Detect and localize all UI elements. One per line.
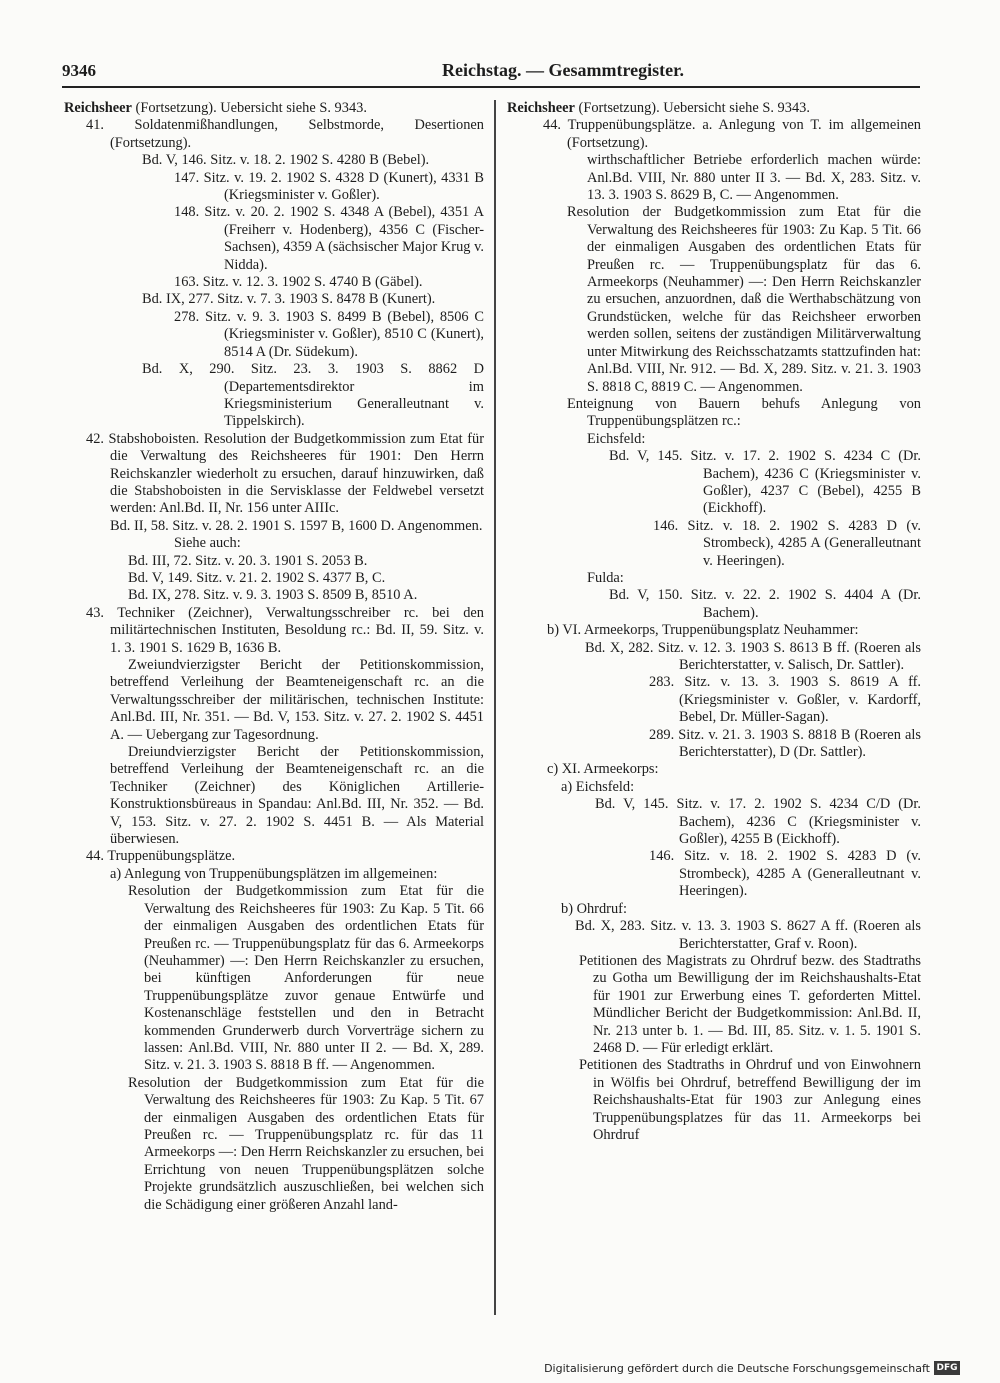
entry-42: 42. Stabshoboisten. Resolution der Budgetkommission zum Etat für die Verwaltung des Reichsheeres für 1901: Den Herrn Reichskanzler wiederholt zu ersuchen, darauf hinzuwirken, daß die Stabshoboisten in die Servisklasse der Feldwebel versetzt werden: Anl.Bd. II, Nr. 156 unter AIIIc. (86, 430, 484, 517)
citation: 146. Sitz. v. 18. 2. 1902 S. 4283 D (v. Strombeck), 4285 A (Generalleutnant v. Heeringen). (649, 848, 921, 900)
petition: Petitionen des Magistrats zu Ohrdruf bezw. des Stadtraths zu Gotha um Bewilligung der im Reichshaushalts-Etat für 1901 zur Erwerbung eines T. geforderten Mittel. Mündlicher Bericht der Budgetkommission: Anl.Bd. II, Nr. 213 unter b. 1. — Bd. III, 85. Sitz. v. 1. 5. 1901 S. 2468 D. — Für erledigt erklärt. (579, 952, 921, 1056)
citation: Bd. IX, 278. Sitz. v. 9. 3. 1903 S. 8509 B, 8510 A. (128, 587, 418, 604)
citation: Bd. V, 145. Sitz. v. 17. 2. 1902 S. 4234 C (Dr. Bachem), 4236 C (Kriegsminister v. Goßler), 4237 C (Bebel), 4255 B (Eickhoff). (609, 448, 921, 517)
petition-report: Zweiundvierzigster Bericht der Petitionskommission, betreffend Verleihung der Beamteneigenschaft rc. an die Verwaltungsschreiber der militärischen, technischen Institute: Anl.Bd. III, Nr. 351. — Bd. V, 153. Sitz. v. 27. 2. 1902 S. 4451 A. — Uebergang zur Tagesordnung. (110, 657, 484, 743)
citation: Bd. V, 150. Sitz. v. 22. 2. 1902 S. 4404 A (Dr. Bachem). (609, 587, 921, 621)
citation: Bd. X, 282. Sitz. v. 12. 3. 1903 S. 8613 B ff. (Roeren als Berichterstatter, v. Salisch, Dr. Sattler). (585, 639, 921, 673)
citation: 148. Sitz. v. 20. 2. 1902 S. 4348 A (Bebel), 4351 A (Freiherr v. Hodenberg), 4356 C (Fischer-Sachsen), 4359 A (sächsischer Major Krug v. Nidda). (174, 204, 484, 273)
left-column (64, 100, 484, 1214)
entry-43: 43. Techniker (Zeichner), Verwaltungsschreiber rc. bei den militärtechnischen Instituten, Besoldung rc.: Bd. II, 59. Sitz. v. 1. 3. 1901 S. 1629 B, 1636 B. (86, 604, 484, 656)
credit-text: Digitalisierung gefördert durch die Deutsche Forschungsgemeinschaft (544, 1361, 930, 1375)
page-header (62, 58, 920, 88)
right-column (507, 100, 921, 1144)
see-also-label: Siehe auch: (174, 535, 241, 552)
place-fulda: Fulda: (587, 569, 624, 586)
citation: Bd. X, 290. Sitz. 23. 3. 1903 S. 8862 D (Departementsdirektor im Kriegsministerium Generalleutnant v. Tippelskirch). (142, 361, 484, 430)
petition-report: Dreiundvierzigster Bericht der Petitionskommission, betreffend Verleihung der Beamteneigenschaft rc. an die Techniker (Zeichner) des Königlichen Artillerie-Konstruktionsbüreaus in Spandau: Anl.Bd. III, Nr. 352. — Bd. V, 153. Sitz. v. 27. 2. 1902 S. 4451 B. — Als Material überwiesen. (110, 744, 484, 848)
citation: 283. Sitz. v. 13. 3. 1903 S. 8619 A ff. (Kriegsminister v. Goßler, v. Kardorff, Bebel, Dr. Müller-Sagan). (649, 674, 921, 726)
subsection-a: a) Anlegung von Truppenübungsplätzen im allgemeinen: (110, 865, 438, 882)
citation: 289. Sitz. v. 21. 3. 1903 S. 8818 B (Roeren als Berichterstatter), D (Dr. Sattler). (649, 726, 921, 761)
citation: 146. Sitz. v. 18. 2. 1902 S. 4283 D (v. Strombeck), 4285 A (Generalleutnant v. Heeringen). (653, 517, 921, 569)
continuation-heading: Reichsheer (Fortsetzung). Uebersicht siehe S. 9343. (507, 100, 810, 116)
citation: 278. Sitz. v. 9. 3. 1903 S. 8499 B (Bebel), 8506 C (Kriegsminister v. Goßler), 8510 C (Kunert), 8514 A (Dr. Südekum). (174, 308, 484, 360)
dfg-logo: DFG (934, 1361, 960, 1375)
expropriation: Enteignung von Bauern behufs Anlegung von Truppenübungsplätzen rc.: (567, 395, 921, 430)
entry-44-title: 44. Truppenübungsplätze. (86, 848, 236, 865)
citation: Bd. V, 145. Sitz. v. 17. 2. 1902 S. 4234 C/D (Dr. Bachem), 4236 C (Kriegsminister v. Goßler), 4255 B (Eickhoff). (595, 796, 921, 848)
head-word: Reichsheer (507, 100, 575, 116)
subsection-c-a: a) Eichsfeld: (561, 778, 635, 795)
citation: Bd. V, 146. Sitz. v. 18. 2. 1902 S. 4280 B (Bebel). (142, 152, 430, 169)
citation: Bd. II, 58. Sitz. v. 28. 2. 1901 S. 1597 B, 1600 D. Angenommen. (110, 517, 483, 534)
head-word: Reichsheer (64, 100, 132, 116)
entry-44-continued: 44. Truppenübungsplätze. a. Anlegung von T. im allgemeinen (Fortsetzung). (543, 117, 921, 151)
resolution: Resolution der Budgetkommission zum Etat für die Verwaltung des Reichsheeres für 1903: Zu Kap. 5 Tit. 66 der einmaligen Ausgaben des ordentlichen Etats für Preußen rc. — Truppenübungsplatz für das 6. Armeekorps (Neuhammer) —: Den Herrn Reichskanzler zu ersuchen, bei künftigen Anforderungen für neue Truppenübungsplätze zuvor genaue Entwürfe und Kostenanschläge feststellen und den in Betracht kommenden Grunderwerb durch Vorverträge sichern zu lassen: Anl.Bd. VIII, Nr. 880 unter II 2. — Bd. X, 289. Sitz. v. 21. 3. 1903 S. 8818 B ff. — Angenommen. (128, 883, 484, 1074)
footer-credit (544, 1361, 960, 1375)
running-title: Reichstag. — Gesammtregister. (442, 60, 684, 80)
page-number: 9346 (62, 61, 96, 80)
entry-41-title: 41. Soldatenmißhandlungen, Selbstmorde, Desertionen (Fortsetzung). (86, 117, 484, 151)
resolution: Resolution der Budgetkommission zum Etat für die Verwaltung des Reichsheeres für 1903: Zu Kap. 5 Tit. 66 der einmaligen Ausgaben des ordentlichen Etats für Preußen rc. — Truppenübungsplatz für das 6. Armeekorps (Neuhammer) —: Den Herrn Reichskanzler zu ersuchen, anzuordnen, daß die Werthabschätzung von Grundstücken, welche für das Reichsheer erworben werden sollen, seitens der zuständigen Militärverwaltung unter Mitwirkung des Reichsschatzamts stattzufinden hat: Anl.Bd. VIII, Nr. 912. — Bd. X, 289. Sitz. v. 21. 3. 1903 S. 8818 C, 8819 C. — Angenommen. (567, 204, 921, 395)
column-divider (494, 100, 496, 1315)
resolution: Resolution der Budgetkommission zum Etat für die Verwaltung des Reichsheeres für 1903: Zu Kap. 5 Tit. 67 der einmaligen Ausgaben des ordentlichen Etats für Preußen rc. — Truppenübungsplatz rc. für das 11 Armeekorps —: Den Herrn Reichskanzler zu ersuchen, bei Errichtung von neuen Truppenübungsplätzen solche Projekte grundsätzlich auszuschließen, bei welchen sich die Schädigung einer größeren Anzahl land- (128, 1074, 484, 1213)
continuation-heading: Reichsheer (Fortsetzung). Uebersicht siehe S. 9343. (64, 100, 367, 116)
citation: Bd. V, 149. Sitz. v. 21. 2. 1902 S. 4377 B, C. (128, 569, 386, 586)
resolution-tail: wirthschaftlicher Betriebe erforderlich machen würde: Anl.Bd. VIII, Nr. 880 unter II 3. — Bd. X, 283. Sitz. v. 13. 3. 1903 S. 8629 B, C. — Angenommen. (587, 152, 921, 204)
header-rule (62, 86, 920, 88)
citation: Bd. IX, 277. Sitz. v. 7. 3. 1903 S. 8478 B (Kunert). (142, 291, 436, 308)
citation: 147. Sitz. v. 19. 2. 1902 S. 4328 D (Kunert), 4331 B (Kriegsminister v. Goßler). (174, 169, 484, 204)
petition: Petitionen des Stadtraths in Ohrdruf und von Einwohnern in Wölfis bei Ohrdruf, betreffend Bewilligung der im Reichshaushalts-Etat für 1903 zur Anlegung eines Truppenübungsplatzes für das 11. Armeekorps bei Ohrdruf (579, 1057, 921, 1143)
citation: Bd. X, 283. Sitz. v. 13. 3. 1903 S. 8627 A ff. (Roeren als Berichterstatter, Graf v. Roon). (575, 918, 921, 952)
citation: Bd. III, 72. Sitz. v. 20. 3. 1901 S. 2053 B. (128, 552, 368, 569)
subsection-c: c) XI. Armeekorps: (547, 761, 659, 778)
citation: 163. Sitz. v. 12. 3. 1902 S. 4740 B (Gäbel). (174, 274, 423, 291)
subsection-c-b: b) Ohrdruf: (561, 900, 627, 917)
subsection-b: b) VI. Armeekorps, Truppenübungsplatz Neuhammer: (547, 622, 859, 639)
place-eichsfeld: Eichsfeld: (587, 430, 646, 447)
